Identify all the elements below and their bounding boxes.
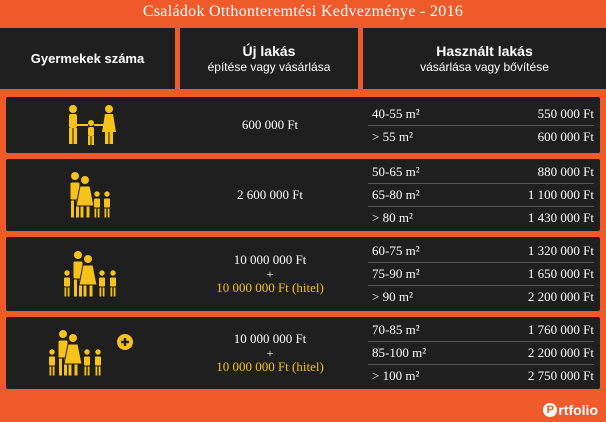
table-row <box>6 159 600 231</box>
floor-area: 60-75 m² <box>372 243 420 258</box>
logo-text: rtfolio <box>558 402 598 418</box>
subsidy-value: 1 430 000 Ft <box>527 210 594 225</box>
family-three-plus-children-icon <box>6 317 176 389</box>
subsidy-value: 2 200 000 Ft <box>527 345 594 360</box>
subsidy-value: 600 000 Ft <box>537 128 594 144</box>
floor-area: > 55 m² <box>372 128 413 144</box>
floor-area: 70-85 m² <box>372 322 420 337</box>
used-home-line <box>368 342 594 364</box>
header-used-home-title: Használt lakás <box>436 43 533 59</box>
header-new-home-subtitle: építése vagy vásárlása <box>207 60 331 74</box>
used-home-list <box>368 317 594 389</box>
subsidy-value: 1 650 000 Ft <box>527 266 594 281</box>
family-three-children-icon <box>6 237 176 311</box>
used-home-line <box>368 240 594 262</box>
used-home-line <box>368 263 594 285</box>
used-home-list <box>368 237 594 311</box>
subsidy-value: 1 320 000 Ft <box>527 243 594 258</box>
family-one-child-icon <box>6 97 176 153</box>
used-home-line <box>368 319 594 341</box>
used-home-line <box>368 207 594 229</box>
table-header <box>0 28 606 89</box>
floor-area: 65-80 m² <box>372 187 420 202</box>
used-home-line <box>368 365 594 387</box>
subsidy-value: 550 000 Ft <box>537 105 594 121</box>
header-new-home <box>180 28 358 89</box>
table-row <box>6 237 600 311</box>
header-used-home <box>363 28 606 89</box>
plus-sign: + <box>266 267 274 281</box>
family-two-children-icon <box>6 159 176 231</box>
new-home-value: 600 000 Ft <box>241 117 299 132</box>
header-new-home-title: Új lakás <box>242 43 296 59</box>
floor-area: 75-90 m² <box>372 266 420 281</box>
logo-p-mark: P <box>543 403 557 417</box>
new-home-amount <box>180 97 360 153</box>
subsidy-value: 2 750 000 Ft <box>527 368 594 383</box>
floor-area: 50-65 m² <box>372 164 420 179</box>
new-home-value: 10 000 000 Ft <box>233 331 307 346</box>
subsidy-value: 880 000 Ft <box>537 164 594 179</box>
subsidy-value: 1 760 000 Ft <box>527 322 594 337</box>
new-home-value: 2 600 000 Ft <box>236 187 304 202</box>
floor-area: 85-100 m² <box>372 345 427 360</box>
used-home-line <box>368 184 594 206</box>
floor-area: 40-55 m² <box>372 105 420 121</box>
table-row <box>6 97 600 153</box>
used-home-list <box>368 159 594 231</box>
table-row <box>6 317 600 389</box>
floor-area: > 90 m² <box>372 289 413 304</box>
used-home-line <box>368 103 594 125</box>
new-home-value: 10 000 000 Ft <box>233 252 307 267</box>
floor-area: > 100 m² <box>372 368 420 383</box>
new-home-amount <box>180 237 360 311</box>
used-home-list <box>368 97 594 153</box>
new-home-amount <box>180 317 360 389</box>
loan-value: 10 000 000 Ft (hitel) <box>216 359 324 374</box>
page-title: Családok Otthonteremtési Kedvezménye - 2016 <box>142 3 464 20</box>
plus-sign: + <box>266 346 274 360</box>
floor-area: > 80 m² <box>372 210 413 225</box>
subsidy-value: 2 200 000 Ft <box>527 289 594 304</box>
used-home-line <box>368 161 594 183</box>
subsidy-value: 1 100 000 Ft <box>527 187 594 202</box>
used-home-line <box>368 286 594 308</box>
new-home-amount <box>180 159 360 231</box>
portfolio-logo <box>543 402 598 418</box>
used-home-line <box>368 126 594 148</box>
loan-value: 10 000 000 Ft (hitel) <box>216 280 324 295</box>
header-children-count: Gyermekek száma <box>30 51 145 66</box>
header-used-home-subtitle: vásárlása vagy bővítése <box>420 60 549 74</box>
